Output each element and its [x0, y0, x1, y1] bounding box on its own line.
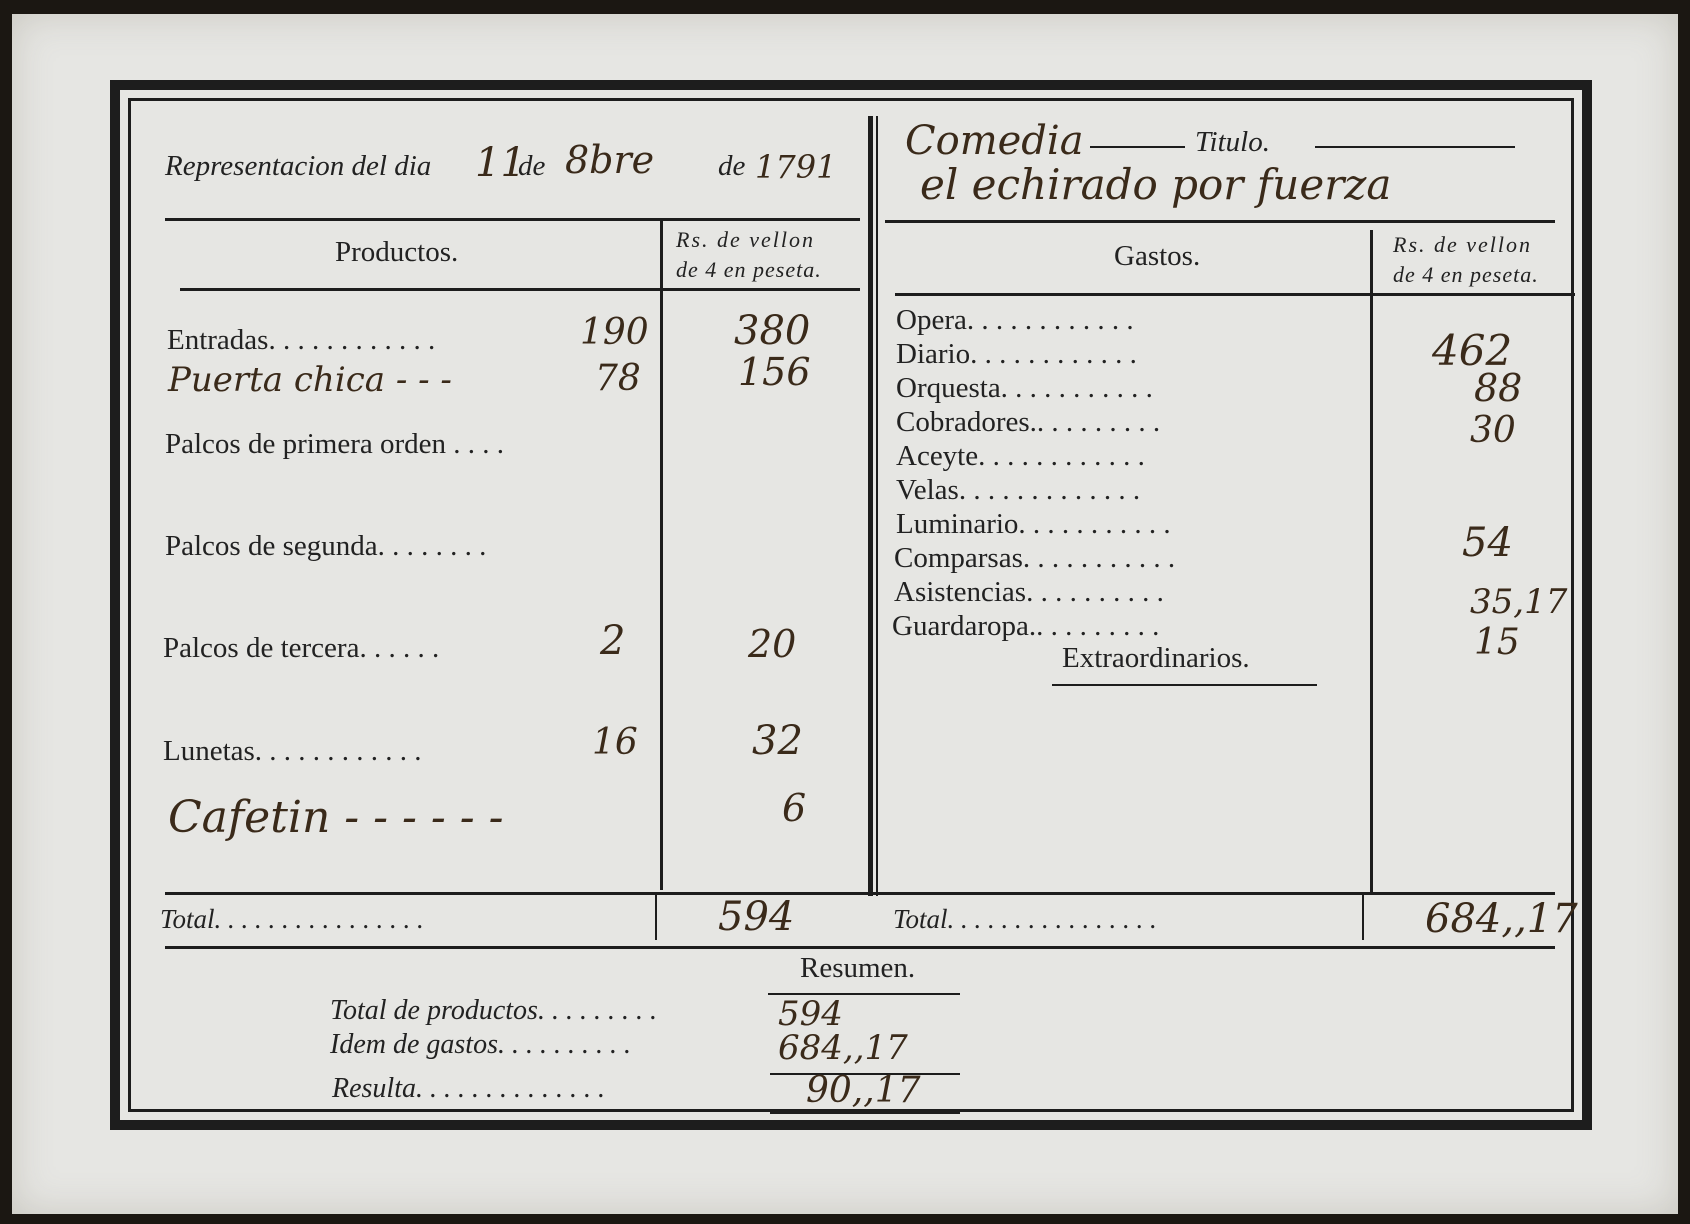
- month-value: 8bre: [565, 138, 655, 182]
- gasto-row-label: Diario. . . . . . . . . . . .: [896, 338, 1137, 370]
- productos-total-label: Total. . . . . . . . . . . . . . . .: [160, 904, 424, 934]
- gastos-total-label: Total. . . . . . . . . . . . . . . .: [893, 904, 1157, 934]
- gastos-unit-line1: Rs. de vellon: [1393, 232, 1533, 257]
- producto-row-label: Palcos de primera orden . . . .: [165, 428, 505, 460]
- producto-row-amount: 156: [738, 350, 811, 394]
- resumen-heading: Resumen.: [800, 952, 916, 984]
- producto-row-label: Palcos de segunda. . . . . . . .: [165, 530, 487, 562]
- left-header-rule: [165, 218, 860, 221]
- resumen-row-label: Total de productos. . . . . . . . .: [330, 995, 657, 1026]
- gasto-row-label: Comparsas. . . . . . . . . . .: [894, 542, 1176, 574]
- producto-row-qty: 16: [592, 722, 638, 763]
- gasto-row-label: Cobradores.. . . . . . . . .: [896, 406, 1161, 438]
- producto-row-label: Lunetas. . . . . . . . . . . .: [163, 735, 422, 767]
- productos-total-value: 594: [718, 894, 795, 940]
- resumen-value-rule-2: [770, 1112, 960, 1114]
- producto-row-label: Puerta chica - - -: [168, 360, 452, 400]
- extraordinarios-rule: [1052, 684, 1317, 686]
- total-left-divider: [655, 895, 657, 940]
- titulo-label: Titulo.: [1195, 126, 1270, 158]
- date-de-1: de: [518, 150, 546, 182]
- play-title: el echirado por fuerza: [920, 160, 1392, 209]
- gasto-row-amount: 30: [1470, 410, 1516, 451]
- gasto-row-label: Velas. . . . . . . . . . . . .: [896, 474, 1141, 506]
- gasto-row-amount: 54: [1462, 520, 1513, 566]
- total-right-divider: [1362, 895, 1364, 940]
- gasto-row-amount: 462: [1432, 326, 1513, 375]
- productos-heading: Productos.: [335, 236, 459, 268]
- productos-amount-divider: [660, 220, 663, 890]
- resumen-row-label: Resulta. . . . . . . . . . . . . .: [332, 1073, 605, 1104]
- gastos-total-value: 684,,17: [1425, 896, 1578, 942]
- producto-row-amount: 20: [748, 622, 797, 666]
- totals-bottom-rule: [165, 946, 1555, 949]
- productos-unit-line2: de 4 en peseta.: [676, 257, 822, 282]
- titulo-rule: [1315, 146, 1515, 148]
- gasto-row-amount: 35,17: [1470, 582, 1568, 622]
- right-header-rule: [885, 220, 1555, 223]
- gasto-row-label: Guardaropa.. . . . . . . . .: [892, 610, 1160, 642]
- producto-row-qty: 190: [580, 312, 649, 353]
- producto-row-amount: 6: [782, 786, 807, 830]
- resumen-row-value: 594: [778, 994, 843, 1034]
- date-prefix: Representacion del dia: [165, 150, 432, 182]
- resumen-row-value: 684,,17: [778, 1028, 908, 1068]
- gasto-row-label: Luminario. . . . . . . . . . .: [896, 508, 1171, 540]
- gasto-row-amount: 88: [1474, 366, 1523, 410]
- resumen-row-label: Idem de gastos. . . . . . . . . .: [330, 1029, 631, 1060]
- gastos-unit-line2: de 4 en peseta.: [1393, 262, 1539, 287]
- gasto-row-label: Orquesta. . . . . . . . . . .: [896, 372, 1153, 404]
- gasto-row-label: Opera. . . . . . . . . . . .: [896, 304, 1134, 336]
- date-de-2: de: [718, 150, 746, 182]
- extraordinarios-label: Extraordinarios.: [1062, 642, 1250, 674]
- center-divider-2: [876, 116, 878, 896]
- producto-row-qty: 2: [600, 618, 626, 664]
- resumen-row-value: 90,,17: [806, 1070, 921, 1111]
- year-value: 1791: [755, 148, 837, 186]
- center-divider: [868, 116, 873, 896]
- gasto-row-amount: 15: [1474, 622, 1520, 663]
- productos-heading-rule: [180, 288, 860, 291]
- day-value: 11: [475, 140, 526, 186]
- gastos-amount-divider: [1370, 230, 1373, 895]
- gasto-row-label: Aceyte. . . . . . . . . . . .: [896, 440, 1145, 472]
- gastos-heading: Gastos.: [1114, 240, 1201, 272]
- genre-rule: [1090, 146, 1185, 148]
- producto-row-label: Entradas. . . . . . . . . . . .: [167, 324, 436, 356]
- gasto-row-label: Asistencias. . . . . . . . . .: [894, 576, 1164, 608]
- producto-row-amount: 32: [752, 718, 803, 764]
- producto-row-label: Palcos de tercera. . . . . .: [163, 632, 440, 664]
- gastos-heading-rule: [895, 293, 1575, 296]
- producto-row-qty: 78: [595, 358, 641, 399]
- productos-unit-line1: Rs. de vellon: [676, 227, 816, 252]
- producto-row-label: Cafetin - - - - - -: [168, 792, 504, 843]
- producto-row-amount: 380: [734, 308, 811, 354]
- totals-top-rule: [165, 892, 1555, 895]
- genre-value: Comedia: [905, 118, 1084, 164]
